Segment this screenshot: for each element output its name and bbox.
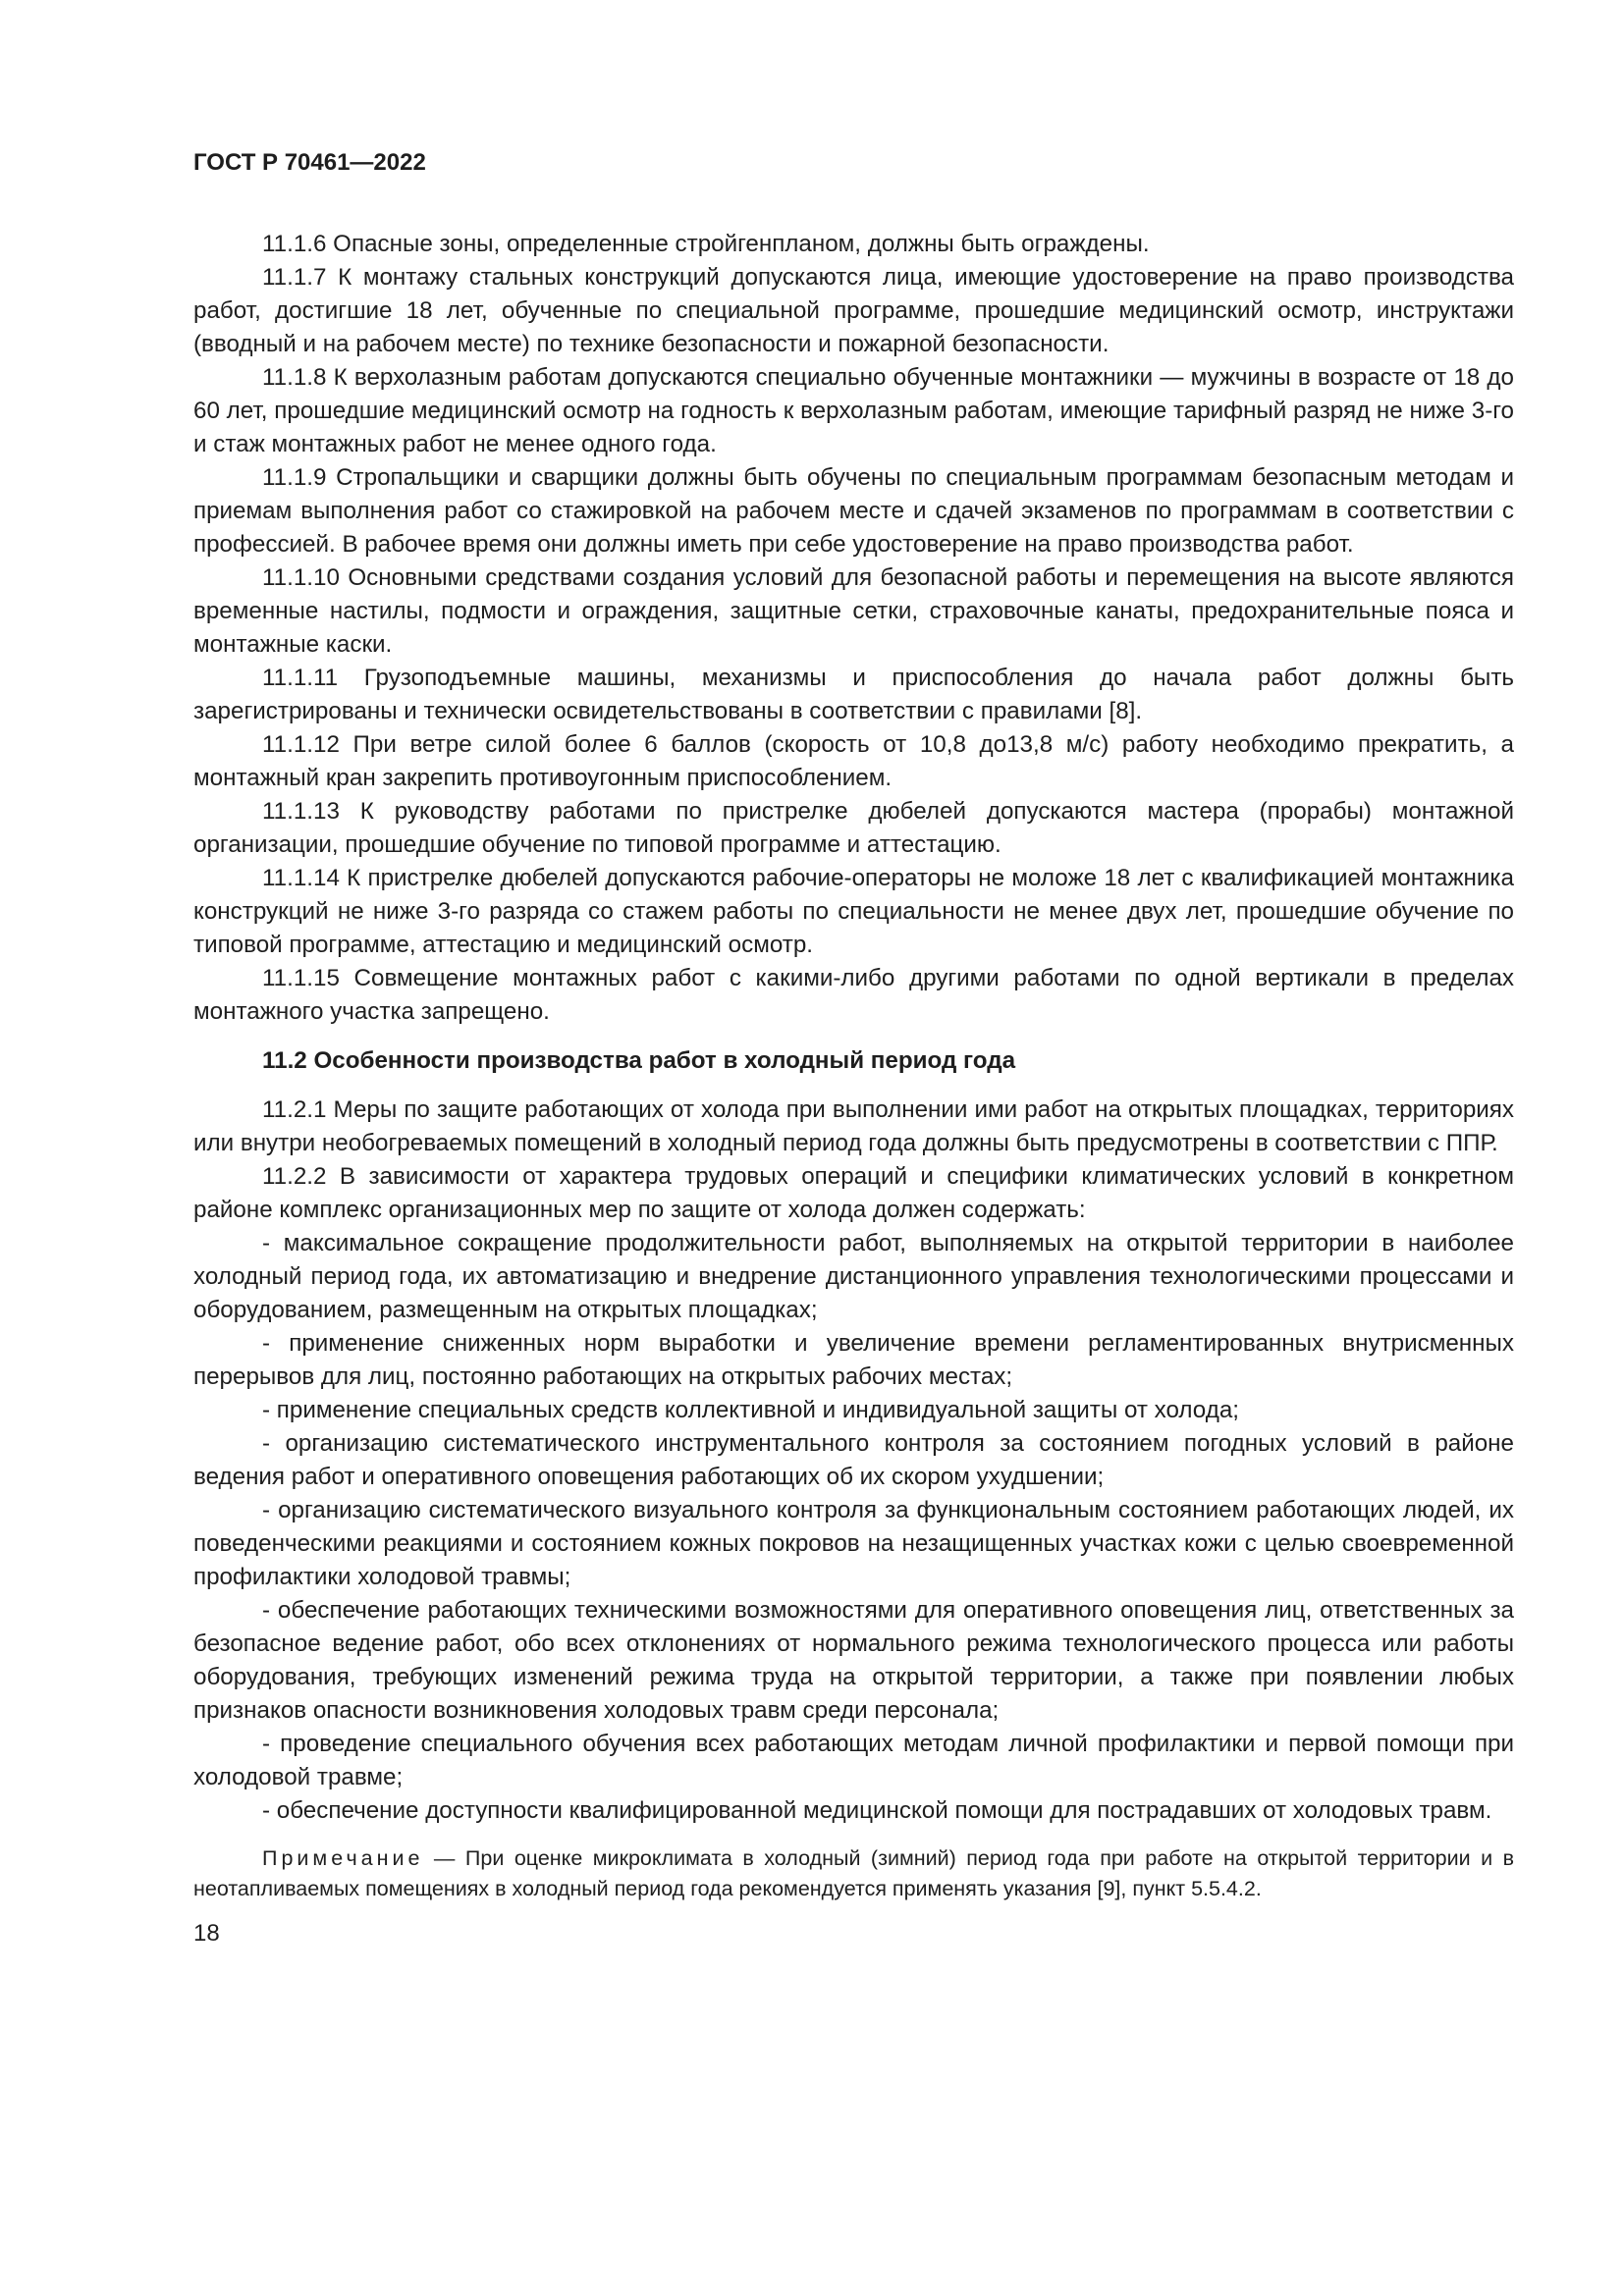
paragraph-11-1-11: 11.1.11 Грузоподъемные машины, механизмы и приспособления до начала работ должны быть зарегистрированы и технически освидетельствованы в соответствии с правилами [8]. bbox=[193, 665, 1514, 724]
list-item: - применение специальных средств коллективной и индивидуальной защиты от холода; bbox=[262, 1397, 1240, 1423]
paragraph-11-1-10: 11.1.10 Основными средствами создания условий для безопасной работы и перемещения на высоте являются временные настилы, подмости и ограждения, защитные сетки, страховочные канаты, предохранительные пояса и монтажные каски. bbox=[193, 564, 1514, 658]
section-heading-11-2: 11.2 Особенности производства работ в холодный период года bbox=[262, 1047, 1016, 1074]
list-item: - максимальное сокращение продолжительности работ, выполняемых на открытой территории в наиболее холодный период года, их автоматизацию и внедрение дистанционного управления технологическими процессами и оборудованием, размещенным на открытых площадках; bbox=[193, 1230, 1514, 1323]
list-item: - обеспечение доступности квалифицированной медицинской помощи для пострадавших от холодовых травм. bbox=[262, 1797, 1492, 1824]
list-item: - организацию систематического инструментального контроля за состоянием погодных условий в районе ведения работ и оперативного оповещения работающих об их скором ухудшении; bbox=[193, 1430, 1514, 1490]
paragraph-11-1-6: 11.1.6 Опасные зоны, определенные стройгенпланом, должны быть ограждены. bbox=[262, 231, 1150, 257]
document-body bbox=[193, 228, 1514, 1904]
paragraph-11-1-7: 11.1.7 К монтажу стальных конструкций допускаются лица, имеющие удостоверение на право производства работ, достигшие 18 лет, обученные по специальной программе, прошедшие медицинский осмотр, инструктажи (вводный и на рабочем месте) по технике безопасности и пожарной безопасности. bbox=[193, 264, 1514, 357]
note bbox=[193, 1843, 1514, 1904]
paragraph-11-2-2: 11.2.2 В зависимости от характера трудовых операций и специфики климатических условий в конкретном районе комплекс организационных мер по защите от холода должен содержать: bbox=[193, 1163, 1514, 1223]
paragraph-11-1-9: 11.1.9 Стропальщики и сварщики должны быть обучены по специальным программам безопасным методам и приемам выполнения работ со стажировкой на рабочем месте и сдачей экзаменов по программам в соответствии с профессией. В рабочее время они должны иметь при себе удостоверение на право производства работ. bbox=[193, 464, 1514, 558]
document-code: ГОСТ Р 70461—2022 bbox=[193, 149, 426, 176]
list-item: - организацию систематического визуального контроля за функциональным состоянием работающих людей, их поведенческими реакциями и состоянием кожных покровов на незащищенных участках кожи с целью своевременной профилактики холодовой травмы; bbox=[193, 1497, 1514, 1590]
page-number: 18 bbox=[193, 1920, 220, 1947]
note-text: — При оценке микроклимата в холодный (зимний) период года при работе на открытой территории и в неотапливаемых помещениях в холодный период года рекомендуется применять указания [9], пункт 5.5.4.2. bbox=[193, 1846, 1514, 1900]
list-item: - проведение специального обучения всех работающих методам личной профилактики и первой помощи при холодовой травме; bbox=[193, 1731, 1514, 1790]
document-page bbox=[193, 147, 1514, 1949]
note-label: Примечание bbox=[262, 1846, 424, 1870]
paragraph-11-2-1: 11.2.1 Меры по защите работающих от холода при выполнении ими работ на открытых площадках, территориях или внутри необогреваемых помещений в холодный период года должны быть предусмотрены в соответствии с ППР. bbox=[193, 1096, 1514, 1156]
paragraph-11-1-14: 11.1.14 К пристрелке дюбелей допускаются рабочие-операторы не моложе 18 лет с квалификацией монтажника конструкций не ниже 3-го разряда со стажем работы по специальности не менее двух лет, прошедшие обучение по типовой программе, аттестацию и медицинский осмотр. bbox=[193, 865, 1514, 958]
paragraph-11-1-8: 11.1.8 К верхолазным работам допускаются специально обученные монтажники — мужчины в возрасте от 18 до 60 лет, прошедшие медицинский осмотр на годность к верхолазным работам, имеющие тарифный разряд не ниже 3-го и стаж монтажных работ не менее одного года. bbox=[193, 364, 1514, 457]
list-item: - применение сниженных норм выработки и увеличение времени регламентированных внутрисменных перерывов для лиц, постоянно работающих на открытых рабочих местах; bbox=[193, 1330, 1514, 1390]
paragraph-11-1-15: 11.1.15 Совмещение монтажных работ с какими-либо другими работами по одной вертикали в пределах монтажного участка запрещено. bbox=[193, 965, 1514, 1025]
list-item: - обеспечение работающих техническими возможностями для оперативного оповещения лиц, ответственных за безопасное ведение работ, обо всех отклонениях от нормального режима технологического процесса или работы оборудования, требующих изменений режима труда на открытой территории, а также при появлении любых признаков опасности возникновения холодовых травм среди персонала; bbox=[193, 1597, 1514, 1724]
paragraph-11-1-12: 11.1.12 При ветре силой более 6 баллов (скорость от 10,8 до13,8 м/с) работу необходимо прекратить, а монтажный кран закрепить противоугонным приспособлением. bbox=[193, 731, 1514, 791]
paragraph-11-1-13: 11.1.13 К руководству работами по пристрелке дюбелей допускаются мастера (прорабы) монтажной организации, прошедшие обучение по типовой программе и аттестацию. bbox=[193, 798, 1514, 858]
